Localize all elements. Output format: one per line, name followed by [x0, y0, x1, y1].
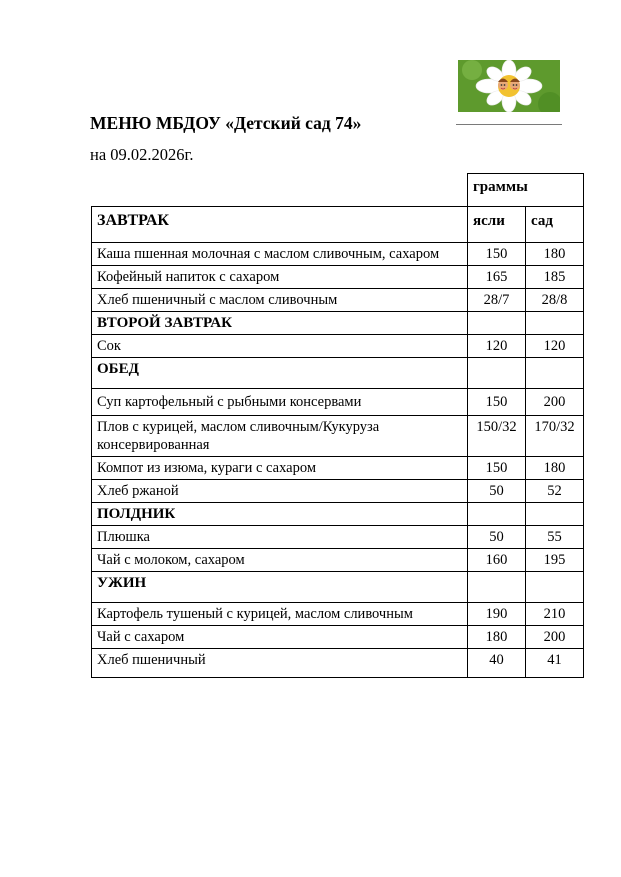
- menu-date: на 09.02.2026г.: [90, 145, 194, 164]
- section-snack: ПОЛДНИК: [92, 503, 468, 526]
- kindergarten-logo: [456, 60, 562, 126]
- dish-name: Плюшка: [92, 526, 468, 549]
- dish-name: Компот из изюма, кураги с сахаром: [92, 457, 468, 480]
- menu-table: [91, 173, 584, 678]
- nursery-grams: 50: [468, 526, 526, 549]
- dish-name: Кофейный напиток с сахаром: [92, 266, 468, 289]
- garden-grams: 200: [526, 389, 584, 416]
- table-row: [92, 416, 584, 457]
- section-row-dinner: [92, 572, 584, 603]
- nursery-grams: 165: [468, 266, 526, 289]
- table-row: [92, 289, 584, 312]
- section-dinner: УЖИН: [92, 572, 468, 603]
- table-row: [92, 243, 584, 266]
- dish-name: Хлеб ржаной: [92, 480, 468, 503]
- table-row: [92, 335, 584, 358]
- nursery-grams: 50: [468, 480, 526, 503]
- column-nursery: ясли: [468, 207, 526, 243]
- dish-name: Хлеб пшеничный с маслом сливочным: [92, 289, 468, 312]
- garden-grams: 185: [526, 266, 584, 289]
- table-row: [92, 626, 584, 649]
- garden-grams: 210: [526, 603, 584, 626]
- nursery-grams: 180: [468, 626, 526, 649]
- garden-grams: 28/8: [526, 289, 584, 312]
- section-lunch: ОБЕД: [92, 358, 468, 389]
- section-second-breakfast: ВТОРОЙ ЗАВТРАК: [92, 312, 468, 335]
- dish-name: Суп картофельный с рыбными консервами: [92, 389, 468, 416]
- section-breakfast: ЗАВТРАК: [92, 207, 468, 243]
- table-row: [92, 549, 584, 572]
- dish-name: Картофель тушеный с курицей, маслом сливочным: [92, 603, 468, 626]
- nursery-grams: 150: [468, 457, 526, 480]
- dish-name: Чай с молоком, сахаром: [92, 549, 468, 572]
- dish-name: Хлеб пшеничный: [92, 649, 468, 678]
- table-row: [92, 526, 584, 549]
- empty-header-cell: [92, 174, 468, 207]
- dish-name: Плов с курицей, маслом сливочным/Кукуруза консервированная: [92, 416, 468, 457]
- garden-grams: 195: [526, 549, 584, 572]
- table-row: [92, 480, 584, 503]
- section-row-snack: [92, 503, 584, 526]
- table-row: [92, 649, 584, 678]
- nursery-grams: 150: [468, 389, 526, 416]
- column-kindergarten: сад: [526, 207, 584, 243]
- dish-name: Каша пшенная молочная с маслом сливочным, сахаром: [92, 243, 468, 266]
- nursery-grams: 28/7: [468, 289, 526, 312]
- page-title: МЕНЮ МБДОУ «Детский сад 74»: [90, 113, 362, 133]
- nursery-grams: 120: [468, 335, 526, 358]
- nursery-grams: 40: [468, 649, 526, 678]
- nursery-grams: 160: [468, 549, 526, 572]
- garden-grams: 180: [526, 457, 584, 480]
- garden-grams: 120: [526, 335, 584, 358]
- table-row: [92, 266, 584, 289]
- dish-name: Чай с сахаром: [92, 626, 468, 649]
- dish-name: Сок: [92, 335, 468, 358]
- table-row: [92, 603, 584, 626]
- table-row: [92, 457, 584, 480]
- table-row: [92, 389, 584, 416]
- garden-grams: 52: [526, 480, 584, 503]
- garden-grams: 170/32: [526, 416, 584, 457]
- nursery-grams: 150: [468, 243, 526, 266]
- garden-grams: 200: [526, 626, 584, 649]
- garden-grams: 55: [526, 526, 584, 549]
- logo-underline: [456, 124, 562, 125]
- nursery-grams: 190: [468, 603, 526, 626]
- section-row-lunch: [92, 358, 584, 389]
- flower-logo-icon: [458, 60, 560, 112]
- grams-header: граммы: [468, 174, 584, 207]
- grams-header-row: [92, 174, 584, 207]
- garden-grams: 41: [526, 649, 584, 678]
- section-row-second-breakfast: [92, 312, 584, 335]
- breakfast-header-row: [92, 207, 584, 243]
- nursery-grams: 150/32: [468, 416, 526, 457]
- garden-grams: 180: [526, 243, 584, 266]
